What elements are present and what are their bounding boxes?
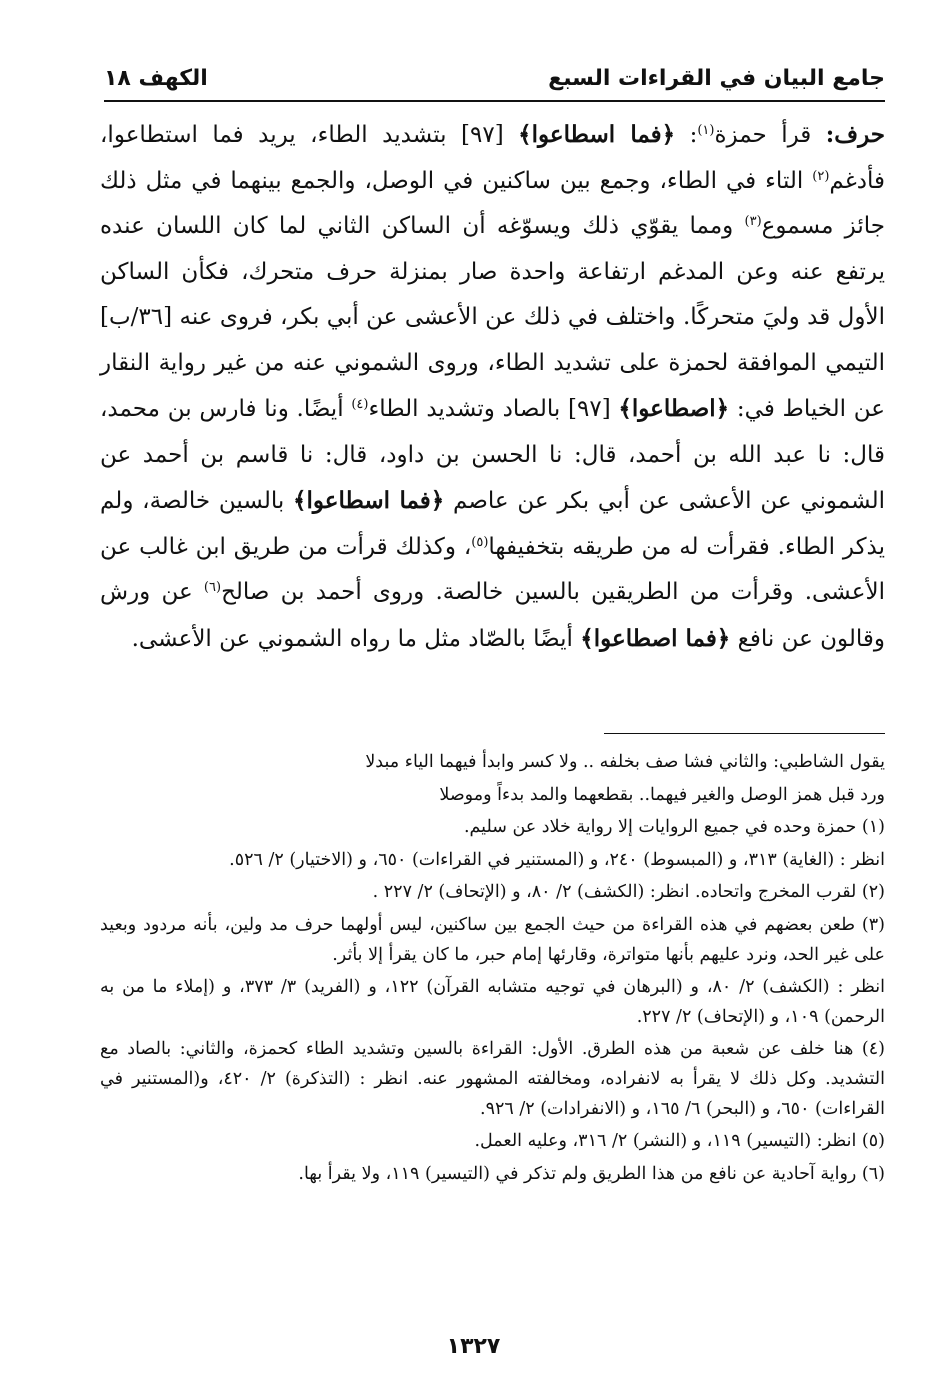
- footnote-marker-5[interactable]: (٥): [471, 534, 489, 550]
- footnote-3: (٣) طعن بعضهم في هذه القراءة من حيث الجمع بين ساكنين، ليس أولهما حرف مد ولين، بأنه مردود وبعيد على غير الحد، ونرد عليهم بأنها متواترة، وقارئها إمام حبر، ما كان يقرأ إلا بأثر.: [100, 914, 885, 965]
- footnotes: [100, 748, 885, 1192]
- footnote-divider: [604, 733, 885, 734]
- text-run: عن ورش وقالون عن نافع: [100, 579, 885, 652]
- main-text: [100, 112, 885, 662]
- text-run: ، وكذلك قرأت من طريق ابن غالب عن الأعشى. وقرأت من الطريقين بالسين خالصة. وروى أحمد بن صالح: [100, 533, 885, 605]
- text-run: :: [675, 122, 698, 148]
- footnote-2: (٢) لقرب المخرج واتحاده. انظر: (الكشف) ٢/ ٨٠، و (الإتحاف) ٢/ ٢٢٧ .: [372, 882, 885, 903]
- footnote-marker-4[interactable]: (٤): [351, 397, 369, 412]
- footnote-marker-3[interactable]: (٣): [744, 214, 762, 229]
- book-title: جامع البيان في القراءات السبع: [548, 65, 885, 91]
- footnote-1-refs: انظر : (الغاية) ٣١٣، و (المبسوط) ٢٤٠، و (المستنير في القراءات) ٦٥٠، و (الاختيار) ٢/ ٥٢٦.: [229, 849, 885, 870]
- page-number: ١٣٢٧: [446, 1334, 501, 1359]
- footnote-6: (٦) رواية آحادية عن نافع من هذا الطريق ولم تذكر في (التيسير) ١١٩، ولا يقرأ بها.: [298, 1163, 885, 1184]
- footnote-marker-6[interactable]: (٦): [203, 580, 222, 595]
- text-run: أيضًا. ونا فارس بن محمد، قال: نا عبد الله بن أحمد، قال: نا الحسن بن داود، قال: نا قاسم بن أحمد عن الشموني عن الأعشى عن أبي بكر عن عاصم: [100, 396, 885, 514]
- text-run: ومما يقوّي ذلك ويسوّغه أن الساكن الثاني لما كان اللسان عنده يرتفع عنه وعن المدغم ارتفاعة واحدة صار بمنزلة حرف متحرك، فكأن الساكن الأول قد وليَ متحركًا. واختلف في ذلك عن الأعشى عن أبي بكر، فروى عنه [٣٦/ب] التيمي الموافقة لحمزة على تشديد الطاء، وروى الشموني عنه من غير رواية النقار عن الخياط في:: [100, 213, 885, 422]
- text-run: أيضًا بالصّاد مثل ما رواه الشموني عن الأعشى.: [131, 625, 581, 652]
- quran-quote: ﴿فما اسطاعوا﴾: [518, 121, 676, 148]
- poem-verse-1: يقول الشاطبي: والثاني فشا صف بخلفه .. ولا كسر وابدأ فيهما الياء مبدلا: [365, 752, 885, 772]
- header-divider: [104, 100, 885, 102]
- footnote-4: (٤) هنا خلف عن شعبة من هذه الطرق. الأول: القراءة بالسين وتشديد الطاء كحمزة، والثاني: بالصاد مع التشديد. وكل ذلك لا يقرأ به لانفراده، ومخالفته المشهور عنه. انظر : (التذكرة) ٢/ ٤٢٠، و(المستنير في القراءات) ٦٥٠، و (البحر) ٦/ ١٦٥، و (الانفرادات) ٢/ ٩٢٦.: [100, 1039, 885, 1119]
- footnote-5: (٥) انظر: (التيسير) ١١٩، و (النشر) ٢/ ٣١٦، وعليه العمل.: [474, 1131, 885, 1152]
- text-run: التاء في الطاء، وجمع بين ساكنين في الوصل، والجمع بينهما في مثل ذلك جائز مسموع: [100, 167, 886, 239]
- quran-quote: ﴿اصطاعوا﴾: [618, 395, 730, 422]
- footnote-marker-1[interactable]: (١): [697, 123, 715, 138]
- text-run: [٩٧] بتشديد الطاء، يريد فما استطاعوا، فأدغم: [100, 122, 885, 194]
- footnote-marker-2[interactable]: (٢): [812, 168, 830, 184]
- quran-quote: ﴿فما اصطاعوا﴾: [580, 624, 731, 652]
- keyword-harf: حرف:: [825, 121, 885, 148]
- main-paragraph: [100, 112, 885, 662]
- text-run: [٩٧] بالصاد وتشديد الطاء: [368, 396, 619, 422]
- poem-verse-2: ورد قبل همز الوصل والغير فيهما.. بقطعهما والمد بدءاً وموصلا: [439, 784, 885, 805]
- text-run: بالسين خالصة، ولم يذكر الطاء. فقرأت له من طريقه بتخفيفها: [100, 488, 886, 560]
- section-label: الكهف ١٨: [104, 65, 208, 91]
- footnote-3-refs: انظر : (الكشف) ٢/ ٨٠، و (البرهان في توجيه متشابه القرآن) ١٢٢، و (الفريد) ٣/ ٣٧٣، و (إملاء ما من به الرحمن) ١٠٩، و (الإتحاف) ٢/ ٢٢٧.: [100, 977, 885, 1027]
- footnote-1: (١) حمزة وحده في جميع الروايات إلا رواية خلاد عن سليم.: [463, 817, 885, 838]
- text-run: قرأ حمزة: [714, 122, 826, 148]
- quran-quote: ﴿فما اسطاعوا﴾: [293, 487, 445, 514]
- running-header: [104, 58, 885, 98]
